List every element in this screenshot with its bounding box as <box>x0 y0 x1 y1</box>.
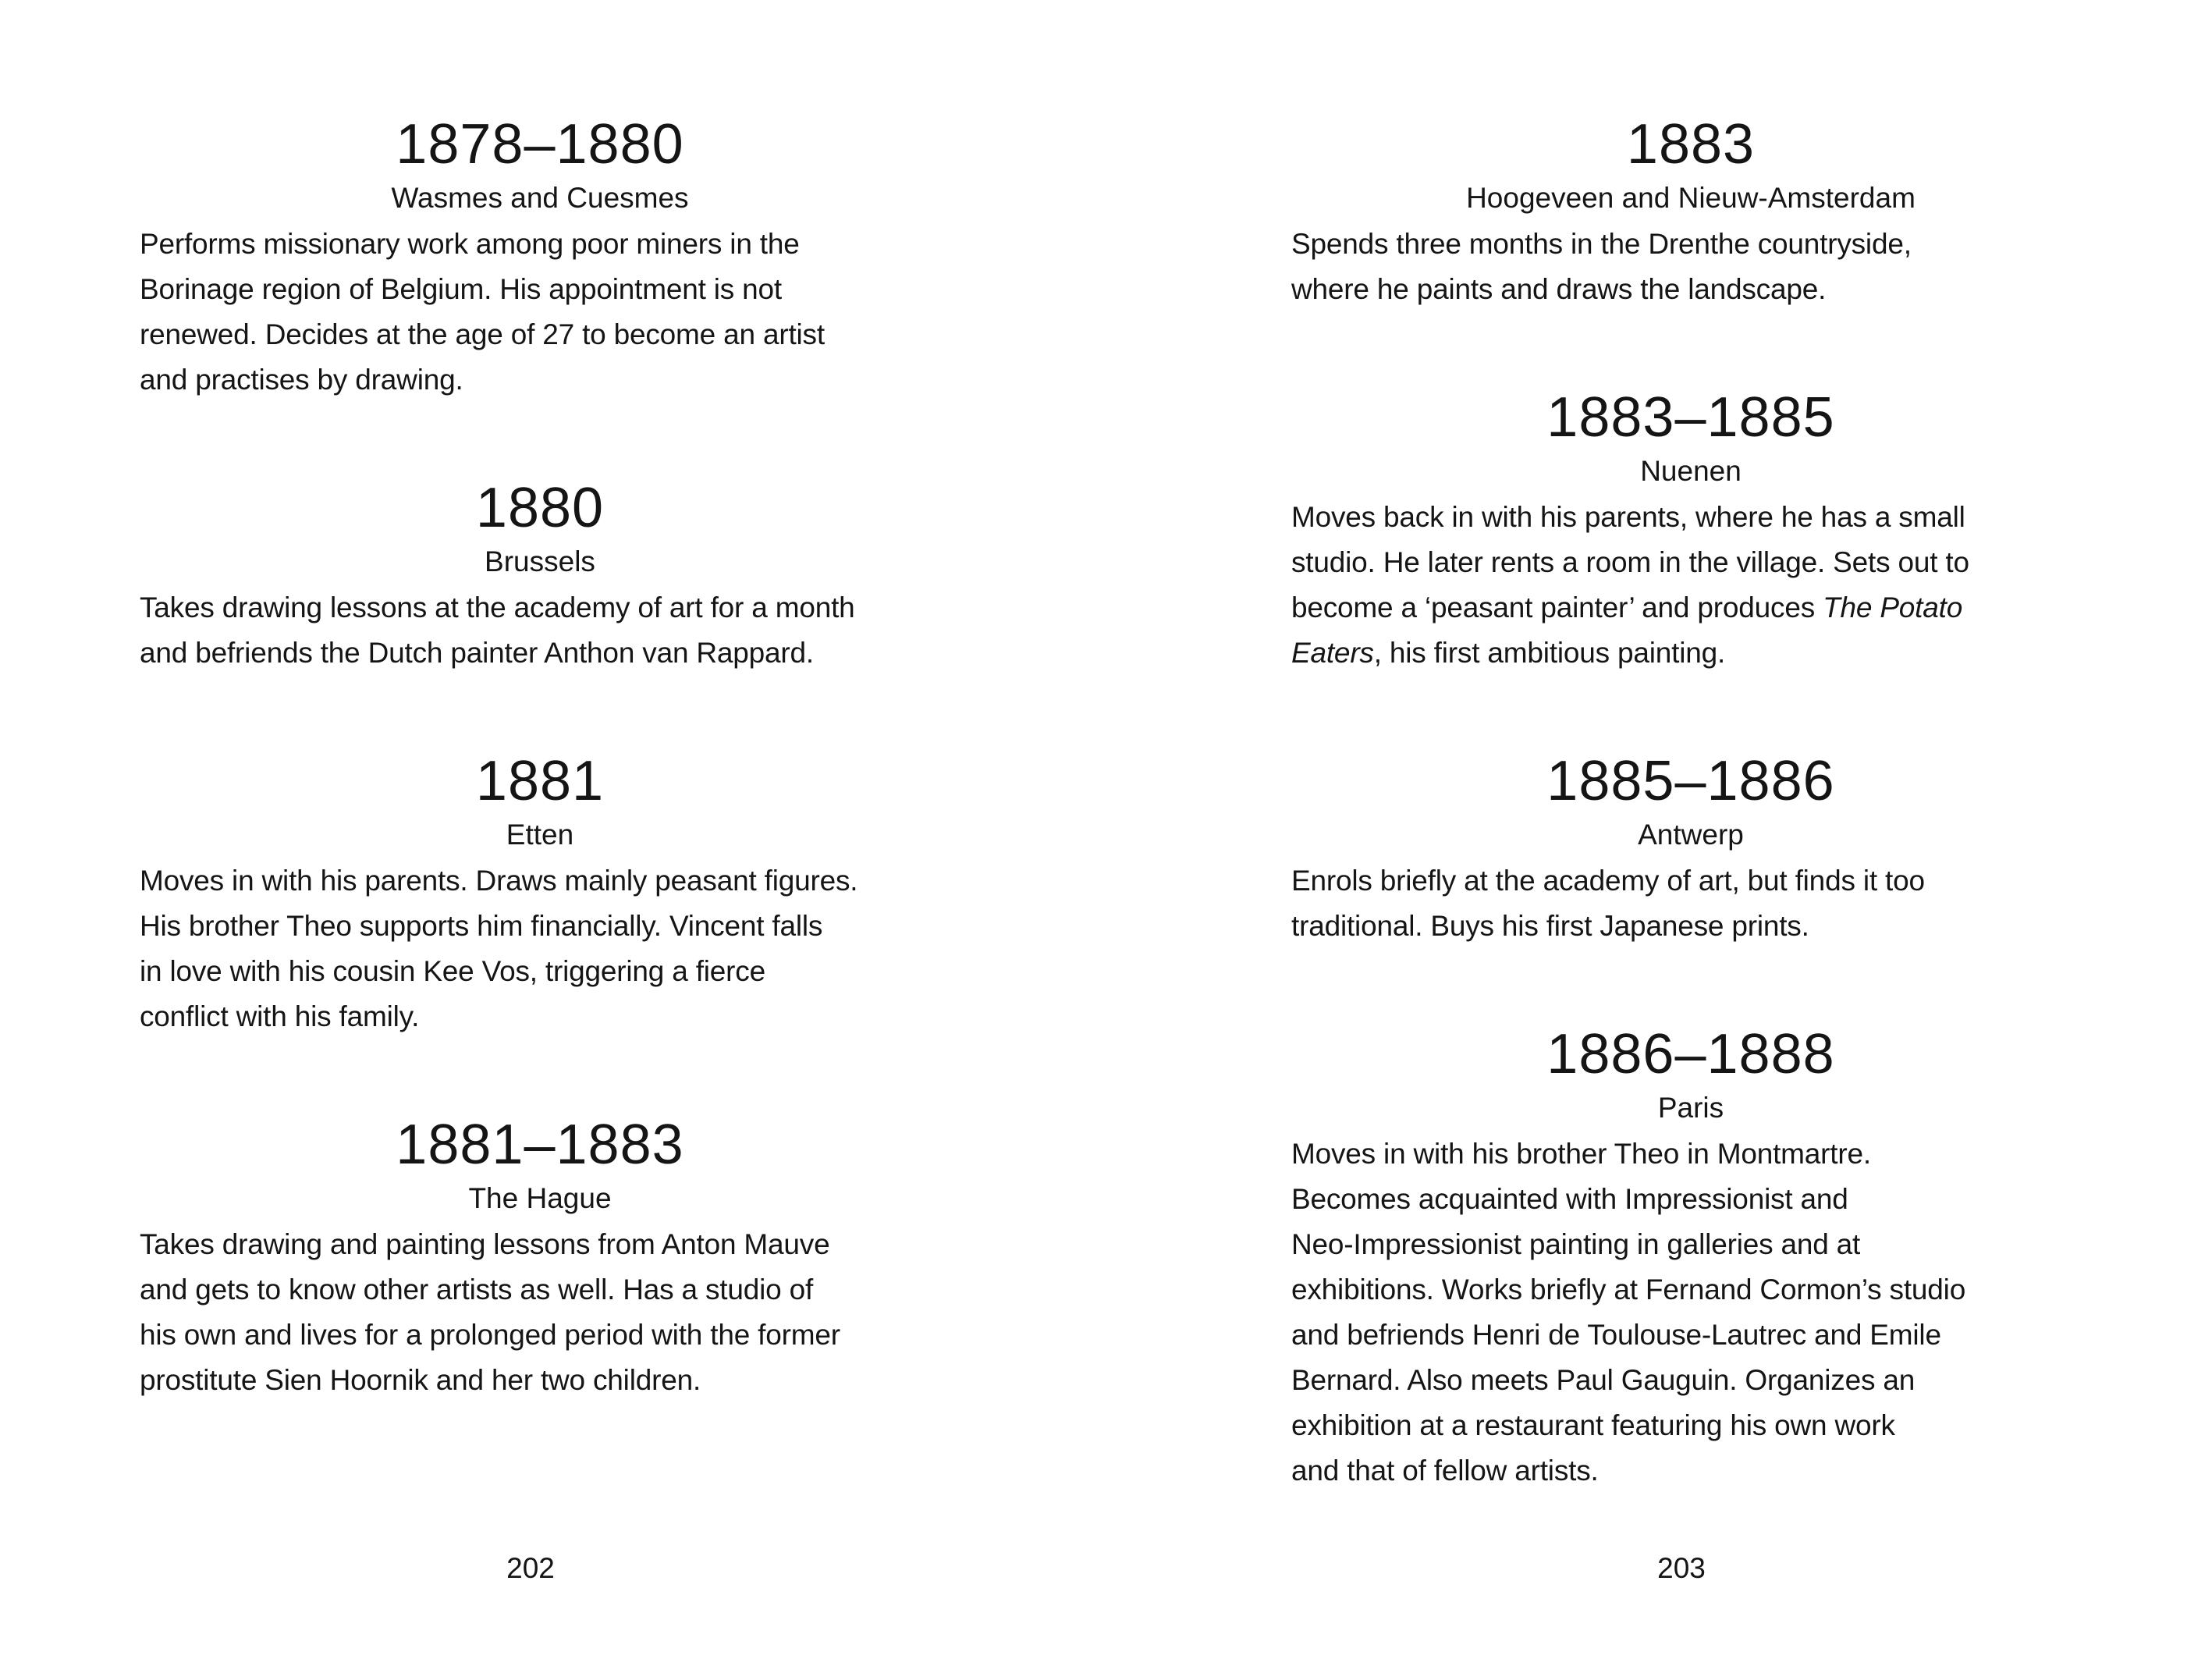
text-segment: and that of fellow artists. <box>1291 1455 1599 1487</box>
text-segment: in love with his cousin Kee Vos, triggering a fierce <box>140 955 765 987</box>
timeline-column <box>140 113 940 1480</box>
text-segment: and gets to know other artists as well. Has a studio of <box>140 1274 814 1306</box>
description-line <box>1291 585 2090 631</box>
description-line <box>140 357 940 403</box>
page-right <box>1106 0 2212 1659</box>
entry-place: Wasmes and Cuesmes <box>391 182 689 214</box>
text-segment: his own and lives for a prolonged period with the former <box>140 1319 840 1351</box>
timeline-entry <box>140 750 940 1039</box>
description-line <box>140 1313 940 1358</box>
text-segment: Borinage region of Belgium. His appointment is not <box>140 273 782 305</box>
description-line <box>1291 904 2090 949</box>
text-segment: Takes drawing lessons at the academy of art for a month <box>140 591 855 623</box>
text-segment: studio. He later rents a room in the village. Sets out to <box>1291 546 1969 578</box>
text-segment: Bernard. Also meets Paul Gauguin. Organizes an <box>1291 1364 1916 1396</box>
text-segment: conflict with his family. <box>140 1000 420 1032</box>
entry-place: Paris <box>1657 1092 1724 1124</box>
timeline-entry <box>1291 750 2090 949</box>
timeline-entry <box>1291 113 2090 312</box>
entry-year: 1885–1886 <box>1546 750 1835 812</box>
text-segment: and befriends Henri de Toulouse-Lautrec and Emile <box>1291 1319 1941 1351</box>
timeline-entry <box>140 113 940 403</box>
description-line <box>140 994 940 1039</box>
text-segment: become a ‘peasant painter’ and produces <box>1291 591 1823 623</box>
text-segment: Takes drawing and painting lessons from Anton Mauve <box>140 1228 830 1260</box>
description-line <box>1291 1448 2090 1494</box>
description-line <box>1291 1358 2090 1403</box>
entry-place: Etten <box>506 819 574 851</box>
page-number: 203 <box>1657 1552 1706 1584</box>
text-segment: , his first ambitious painting. <box>1373 637 1726 669</box>
entry-year: 1883–1885 <box>1546 386 1835 449</box>
text-segment: where he paints and draws the landscape. <box>1291 273 1827 305</box>
description-line <box>140 1267 940 1313</box>
text-segment: Performs missionary work among poor miners in the <box>140 228 800 260</box>
description-line <box>1291 1177 2090 1222</box>
description-line <box>140 631 940 676</box>
timeline-entry <box>140 477 940 676</box>
text-segment: and befriends the Dutch painter Anthon van Rappard. <box>140 637 815 669</box>
description-line <box>1291 222 2090 267</box>
entry-description <box>1291 222 2090 312</box>
description-line <box>140 949 940 994</box>
entry-place: Antwerp <box>1638 819 1744 851</box>
entry-description <box>140 222 940 403</box>
text-segment: Spends three months in the Drenthe countryside, <box>1291 228 1912 260</box>
entry-year: 1886–1888 <box>1546 1023 1835 1085</box>
description-line <box>1291 1267 2090 1313</box>
entry-year: 1880 <box>475 477 605 539</box>
text-segment: exhibition at a restaurant featuring his own work <box>1291 1409 1895 1441</box>
description-line <box>1291 631 2090 676</box>
text-segment: Neo-Impressionist painting in galleries and at <box>1291 1228 1861 1260</box>
page-number: 202 <box>506 1552 555 1584</box>
entry-place: Hoogeveen and Nieuw-Amsterdam <box>1466 182 1916 214</box>
text-segment: prostitute Sien Hoornik and her two children. <box>140 1364 701 1396</box>
timeline-entry <box>1291 386 2090 676</box>
entry-description <box>140 858 940 1039</box>
description-line <box>140 585 940 631</box>
description-line <box>140 312 940 357</box>
entry-year: 1883 <box>1626 113 1756 176</box>
description-line <box>140 1222 940 1267</box>
text-segment: Moves back in with his parents, where he has a small <box>1291 501 1965 533</box>
description-line <box>140 1358 940 1403</box>
text-segment: renewed. Decides at the age of 27 to become an artist <box>140 318 825 350</box>
entry-year: 1881–1883 <box>396 1114 684 1176</box>
description-line <box>1291 1403 2090 1448</box>
entry-year: 1878–1880 <box>396 113 684 176</box>
entry-year: 1881 <box>475 750 605 812</box>
description-line <box>140 267 940 312</box>
text-segment: Moves in with his parents. Draws mainly peasant figures. <box>140 865 858 897</box>
text-segment: Enrols briefly at the academy of art, but finds it too <box>1291 865 1925 897</box>
description-line <box>1291 1313 2090 1358</box>
entry-description <box>1291 495 2090 676</box>
description-line <box>1291 1222 2090 1267</box>
text-segment: and practises by drawing. <box>140 364 463 396</box>
timeline-entry <box>1291 1023 2090 1494</box>
entry-place: Brussels <box>485 545 595 577</box>
entry-place: Nuenen <box>1640 455 1742 487</box>
description-line <box>1291 267 2090 312</box>
text-segment: His brother Theo supports him financially. Vincent falls <box>140 910 823 942</box>
description-line <box>140 222 940 267</box>
text-segment: Becomes acquainted with Impressionist and <box>1291 1183 1848 1215</box>
entry-place: The Hague <box>468 1182 612 1214</box>
description-line <box>140 904 940 949</box>
description-line <box>1291 858 2090 904</box>
entry-description <box>140 585 940 676</box>
artwork-title: The Potato <box>1823 591 1963 623</box>
description-line <box>1291 540 2090 585</box>
description-line <box>140 858 940 904</box>
text-segment: traditional. Buys his first Japanese prints. <box>1291 910 1809 942</box>
entry-description <box>1291 1131 2090 1494</box>
text-segment: exhibitions. Works briefly at Fernand Cormon’s studio <box>1291 1274 1966 1306</box>
timeline-column <box>1291 113 2090 1571</box>
timeline-entry <box>140 1114 940 1403</box>
text-segment: Moves in with his brother Theo in Montmartre. <box>1291 1138 1871 1170</box>
artwork-title: Eaters <box>1291 637 1374 669</box>
entry-description <box>1291 858 2090 949</box>
entry-description <box>140 1222 940 1403</box>
description-line <box>1291 495 2090 540</box>
description-line <box>1291 1131 2090 1177</box>
